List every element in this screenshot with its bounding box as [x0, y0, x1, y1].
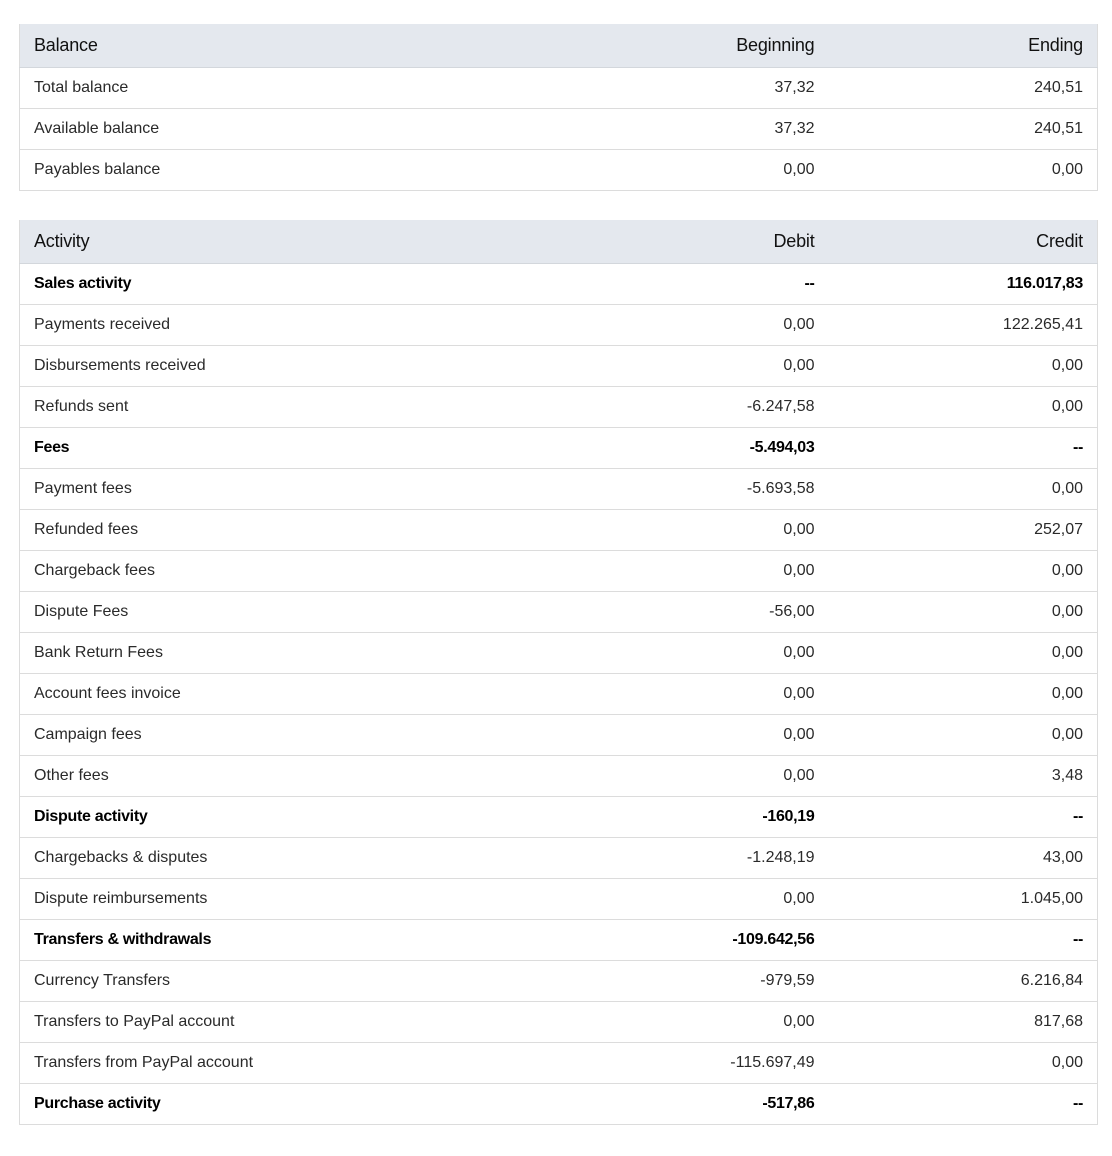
activity-cell-label: Currency Transfers — [20, 961, 621, 1002]
activity-row — [20, 346, 1098, 387]
activity-cell-label: Sales activity — [20, 264, 621, 305]
activity-cell-debit: 0,00 — [621, 551, 829, 592]
activity-header-debit: Debit — [621, 220, 829, 264]
activity-cell-label: Campaign fees — [20, 715, 621, 756]
activity-cell-credit: 122.265,41 — [829, 305, 1098, 346]
balance-header-ending: Ending — [829, 24, 1098, 68]
activity-cell-credit: 0,00 — [829, 387, 1098, 428]
activity-cell-label: Dispute Fees — [20, 592, 621, 633]
activity-cell-credit: 0,00 — [829, 592, 1098, 633]
activity-body — [20, 264, 1098, 1125]
activity-cell-label: Refunds sent — [20, 387, 621, 428]
activity-section-row — [20, 920, 1098, 961]
activity-section-row — [20, 1084, 1098, 1125]
activity-cell-debit: 0,00 — [621, 756, 829, 797]
balance-cell-beginning: 37,32 — [621, 68, 829, 109]
balance-table — [19, 24, 1098, 191]
activity-cell-label: Payments received — [20, 305, 621, 346]
activity-cell-credit: -- — [829, 428, 1098, 469]
activity-cell-label: Chargeback fees — [20, 551, 621, 592]
activity-cell-label: Payment fees — [20, 469, 621, 510]
activity-cell-debit: 0,00 — [621, 305, 829, 346]
activity-cell-debit: 0,00 — [621, 674, 829, 715]
activity-cell-debit: 0,00 — [621, 346, 829, 387]
activity-row — [20, 1002, 1098, 1043]
activity-cell-debit: -- — [621, 264, 829, 305]
activity-header-credit: Credit — [829, 220, 1098, 264]
activity-cell-debit: -160,19 — [621, 797, 829, 838]
balance-row — [20, 68, 1098, 109]
activity-cell-label: Bank Return Fees — [20, 633, 621, 674]
activity-section-row — [20, 797, 1098, 838]
activity-cell-debit: -5.494,03 — [621, 428, 829, 469]
balance-header-label: Balance — [20, 24, 621, 68]
activity-cell-debit: 0,00 — [621, 1002, 829, 1043]
activity-row — [20, 1043, 1098, 1084]
activity-cell-label: Disbursements received — [20, 346, 621, 387]
activity-row — [20, 961, 1098, 1002]
activity-cell-label: Dispute activity — [20, 797, 621, 838]
activity-cell-credit: 252,07 — [829, 510, 1098, 551]
balance-row — [20, 150, 1098, 191]
activity-cell-debit: -115.697,49 — [621, 1043, 829, 1084]
activity-cell-credit: 0,00 — [829, 715, 1098, 756]
balance-cell-label: Total balance — [20, 68, 621, 109]
activity-cell-credit: 0,00 — [829, 674, 1098, 715]
activity-row — [20, 633, 1098, 674]
activity-cell-label: Transfers & withdrawals — [20, 920, 621, 961]
activity-section-row — [20, 264, 1098, 305]
activity-cell-credit: 6.216,84 — [829, 961, 1098, 1002]
activity-cell-label: Transfers from PayPal account — [20, 1043, 621, 1084]
activity-cell-debit: -1.248,19 — [621, 838, 829, 879]
activity-row — [20, 469, 1098, 510]
activity-cell-label: Chargebacks & disputes — [20, 838, 621, 879]
activity-cell-label: Transfers to PayPal account — [20, 1002, 621, 1043]
balance-cell-label: Available balance — [20, 109, 621, 150]
activity-row — [20, 674, 1098, 715]
activity-row — [20, 387, 1098, 428]
activity-header-label: Activity — [20, 220, 621, 264]
activity-cell-credit: 0,00 — [829, 1043, 1098, 1084]
activity-row — [20, 879, 1098, 920]
activity-cell-debit: 0,00 — [621, 510, 829, 551]
activity-cell-credit: -- — [829, 797, 1098, 838]
activity-table — [19, 220, 1098, 1125]
activity-cell-debit: -109.642,56 — [621, 920, 829, 961]
activity-row — [20, 756, 1098, 797]
activity-cell-credit: 43,00 — [829, 838, 1098, 879]
balance-row — [20, 109, 1098, 150]
activity-cell-debit: -517,86 — [621, 1084, 829, 1125]
activity-cell-label: Account fees invoice — [20, 674, 621, 715]
activity-row — [20, 305, 1098, 346]
balance-cell-ending: 240,51 — [829, 68, 1098, 109]
activity-row — [20, 715, 1098, 756]
activity-row — [20, 592, 1098, 633]
balance-cell-label: Payables balance — [20, 150, 621, 191]
activity-cell-credit: 1.045,00 — [829, 879, 1098, 920]
activity-cell-debit: -56,00 — [621, 592, 829, 633]
activity-cell-debit: 0,00 — [621, 715, 829, 756]
activity-cell-label: Purchase activity — [20, 1084, 621, 1125]
balance-body — [20, 68, 1098, 191]
balance-cell-ending: 240,51 — [829, 109, 1098, 150]
activity-cell-credit: -- — [829, 1084, 1098, 1125]
activity-cell-debit: -5.693,58 — [621, 469, 829, 510]
activity-cell-credit: 0,00 — [829, 633, 1098, 674]
balance-cell-beginning: 37,32 — [621, 109, 829, 150]
activity-row — [20, 510, 1098, 551]
activity-row — [20, 551, 1098, 592]
activity-section-row — [20, 428, 1098, 469]
activity-cell-credit: 0,00 — [829, 469, 1098, 510]
balance-cell-beginning: 0,00 — [621, 150, 829, 191]
activity-cell-label: Refunded fees — [20, 510, 621, 551]
balance-header-beginning: Beginning — [621, 24, 829, 68]
activity-cell-label: Fees — [20, 428, 621, 469]
balance-header-row — [20, 24, 1098, 68]
activity-cell-credit: -- — [829, 920, 1098, 961]
activity-cell-credit: 116.017,83 — [829, 264, 1098, 305]
balance-cell-ending: 0,00 — [829, 150, 1098, 191]
activity-cell-label: Other fees — [20, 756, 621, 797]
activity-cell-debit: 0,00 — [621, 633, 829, 674]
activity-cell-debit: -6.247,58 — [621, 387, 829, 428]
activity-cell-credit: 0,00 — [829, 551, 1098, 592]
activity-cell-credit: 817,68 — [829, 1002, 1098, 1043]
activity-cell-label: Dispute reimbursements — [20, 879, 621, 920]
activity-row — [20, 838, 1098, 879]
activity-header-row — [20, 220, 1098, 264]
activity-cell-debit: -979,59 — [621, 961, 829, 1002]
activity-cell-credit: 3,48 — [829, 756, 1098, 797]
activity-cell-debit: 0,00 — [621, 879, 829, 920]
activity-cell-credit: 0,00 — [829, 346, 1098, 387]
